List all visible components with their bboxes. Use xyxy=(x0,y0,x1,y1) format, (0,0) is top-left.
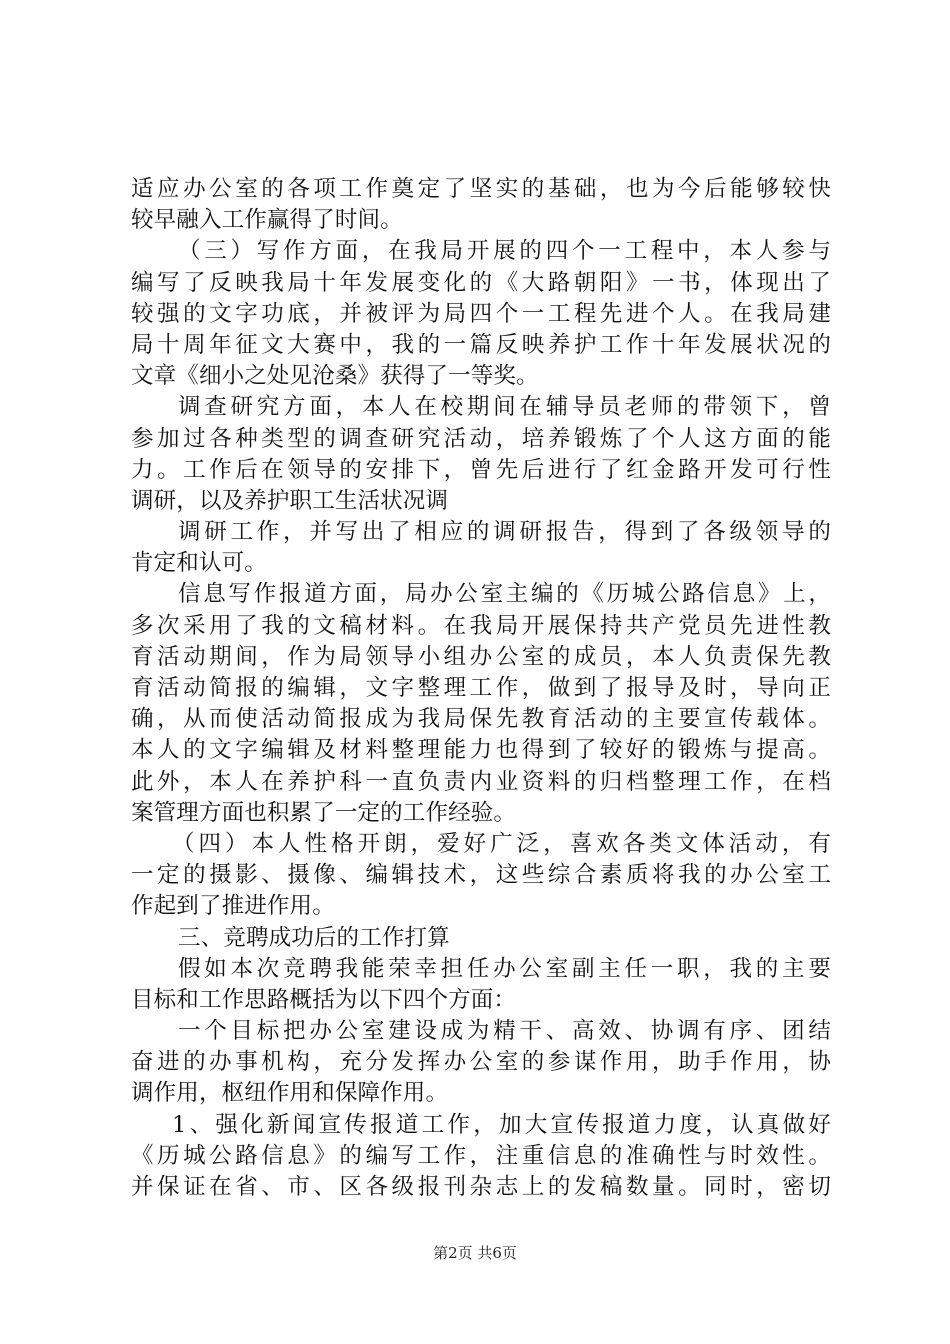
text-line: 调研工作，并写出了相应的调研报告，得到了各级领导的 xyxy=(178,519,831,546)
text-line: 一定的摄影、摄像、编辑技术，这些综合素质将我的办公室工 xyxy=(131,862,831,889)
text-line: 较强的文字功底，并被评为局四个一工程先进个人。在我局建 xyxy=(131,300,831,327)
text-line: （四）本人性格开朗，爱好广泛，喜欢各类文体活动，有 xyxy=(172,830,831,857)
text-line: 信息写作报道方面，局办公室主编的《历城公路信息》上， xyxy=(178,581,831,608)
text-line: 参加过各种类型的调查研究活动，培养锻炼了个人这方面的能 xyxy=(131,425,831,452)
text-line: 目标和工作思路概括为以下四个方面： xyxy=(131,986,517,1013)
text-line: 此外，本人在养护科一直负责内业资料的归档整理工作，在档 xyxy=(131,768,831,795)
text-line: 作起到了推进作用。 xyxy=(131,893,335,920)
text-line: 假如本次竞聘我能荣幸担任办公室副主任一职，我的主要 xyxy=(178,955,831,982)
text-line: 局十周年征文大赛中，我的一篇反映养护工作十年发展状况的 xyxy=(131,331,831,358)
text-line: 本人的文字编辑及材料整理能力也得到了较好的锻炼与提高。 xyxy=(131,737,831,764)
text-line: 育活动期间，作为局领导小组办公室的成员，本人负责保先教 xyxy=(131,643,831,670)
text-line: 1、强化新闻宣传报道工作，加大宣传报道力度，认真做好 xyxy=(172,1111,831,1138)
text-line: 确，从而使活动简报成为我局保先教育活动的主要宣传载体。 xyxy=(131,706,831,733)
document-body xyxy=(131,174,831,1203)
text-line: 并保证在省、市、区各级报刊杂志上的发稿数量。同时，密切 xyxy=(131,1174,831,1200)
text-line: 调作用，枢纽作用和保障作用。 xyxy=(131,1080,449,1107)
text-line: 文章《细小之处见沧桑》获得了一等奖。 xyxy=(131,363,539,390)
text-line: 适应办公室的各项工作奠定了坚实的基础，也为今后能够较快 xyxy=(131,176,831,202)
text-line: 案管理方面也积累了一定的工作经验。 xyxy=(131,799,517,826)
text-line: 调研，以及养护职工生活状况调 xyxy=(131,487,449,514)
text-line: 力。工作后在领导的安排下，曾先后进行了红金路开发可行性 xyxy=(131,456,831,483)
text-line: 奋进的办事机构，充分发挥办公室的参谋作用，助手作用，协 xyxy=(131,1049,831,1076)
text-line: 肯定和认可。 xyxy=(131,550,267,577)
text-line: 调查研究方面，本人在校期间在辅导员老师的带领下，曾 xyxy=(178,394,831,421)
text-line: （三）写作方面，在我局开展的四个一工程中，本人参与 xyxy=(178,238,831,265)
section-heading: 三、竞聘成功后的工作打算 xyxy=(178,924,450,951)
text-line: 较早融入工作赢得了时间。 xyxy=(131,207,403,234)
text-line: 《历城公路信息》的编写工作，注重信息的准确性与时效性。 xyxy=(131,1142,831,1169)
text-line: 育活动简报的编辑，文字整理工作，做到了报导及时，导向正 xyxy=(131,675,831,701)
text-line: 一个目标把办公室建设成为精干、高效、协调有序、团结 xyxy=(178,1018,831,1045)
page-number-footer: 第2页 共6页 xyxy=(433,1244,517,1262)
text-line: 编写了反映我局十年发展变化的《大路朝阳》一书，体现出了 xyxy=(131,269,831,296)
text-line: 多次采用了我的文稿材料。在我局开展保持共产党员先进性教 xyxy=(131,612,831,639)
